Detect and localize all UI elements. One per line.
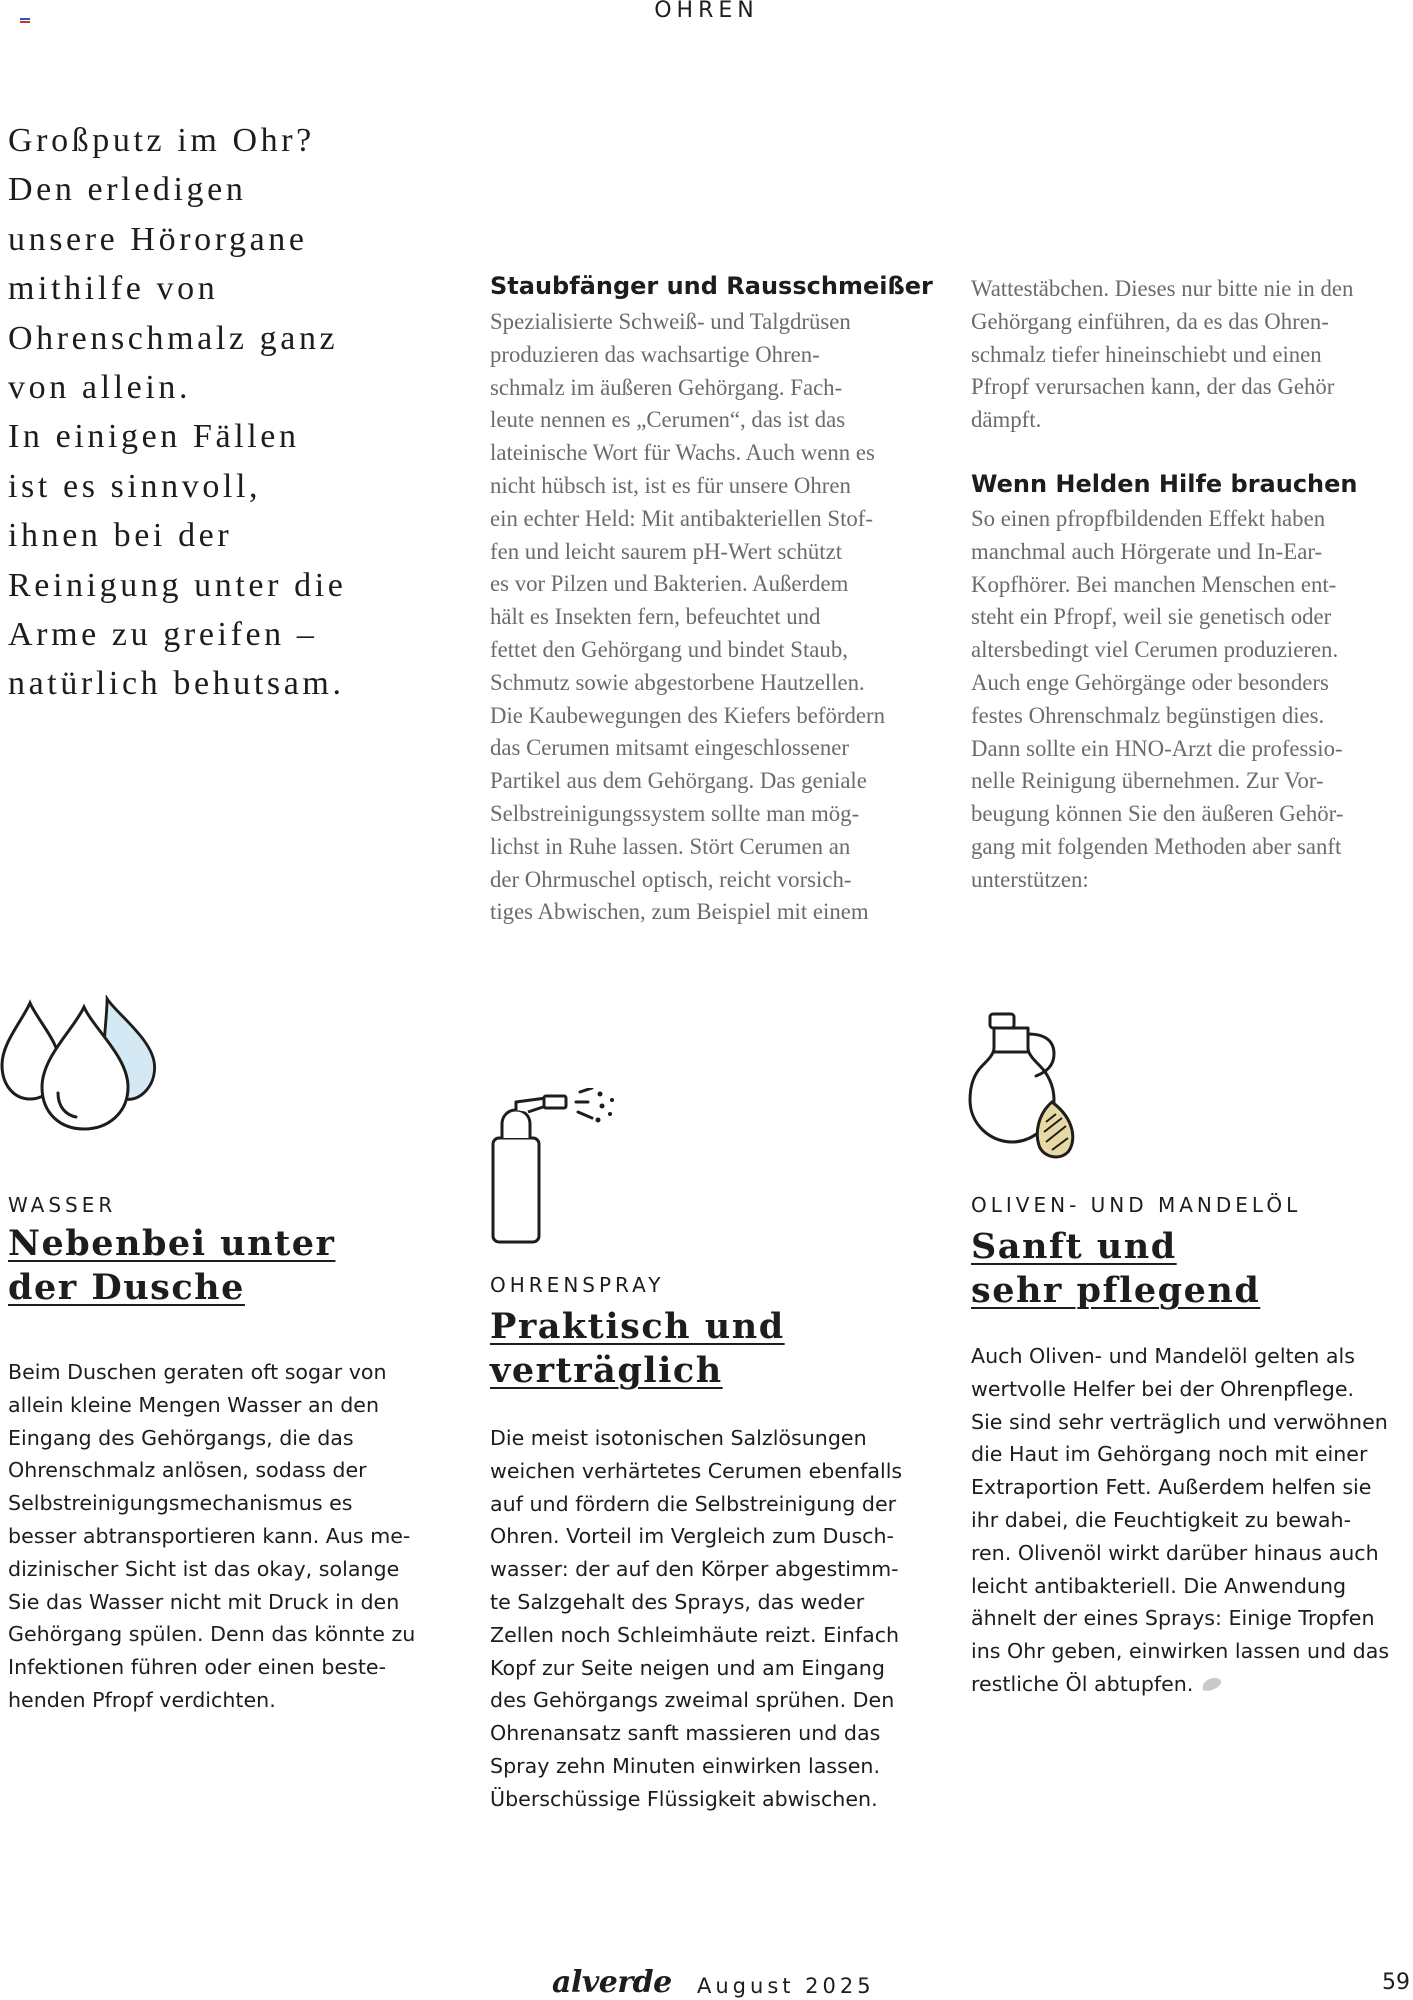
intro-line: Den erledigen	[8, 171, 247, 209]
intro-line: ihnen bei der	[8, 517, 233, 555]
title-line: Sanft und	[971, 1226, 1177, 1267]
ear-spray-icon	[488, 1088, 648, 1248]
text-line: Spezialisierte Schweiß- und Talgdrüsen	[490, 309, 851, 334]
body-line: besser abtransportieren kann. Aus me-	[8, 1523, 411, 1548]
title-line: Nebenbei unter	[8, 1223, 336, 1264]
intro-line: von allein.	[8, 369, 192, 407]
body-line: Infektionen führen oder einen beste-	[8, 1655, 387, 1680]
body-line: Zellen noch Schleimhäute reizt. Einfach	[490, 1622, 900, 1647]
body-line: ihr dabei, die Feuchtigkeit zu bewah-	[971, 1507, 1352, 1532]
column-a-text	[490, 306, 932, 929]
body-line: Sie das Wasser nicht mit Druck in den	[8, 1589, 400, 1614]
body-line: des Gehörgangs zweimal sprühen. Den	[490, 1688, 895, 1713]
body-line: wertvolle Helfer bei der Ohrenpflege.	[971, 1376, 1355, 1401]
section-label: OHREN	[654, 0, 759, 23]
body-line: auf und fördern die Selbstreinigung der	[490, 1491, 897, 1516]
text-line: fettet den Gehörgang und bindet Staub,	[490, 636, 848, 662]
body-line: allein kleine Mengen Wasser an den	[8, 1392, 380, 1417]
body-line: die Haut im Gehörgang noch mit einer	[971, 1442, 1368, 1467]
body-line: ins Ohr geben, einwirken lassen und das	[971, 1639, 1390, 1664]
text-line: das Cerumen mitsamt eingeschlossener	[490, 735, 849, 761]
body-line: te Salzgehalt des Sprays, das weder	[490, 1589, 865, 1614]
tip-spray-kicker: OHRENSPRAY	[490, 1273, 665, 1297]
text-line: unterstützen:	[971, 866, 1089, 892]
text-line: Gehörgang einführen, da es das Ohren-	[971, 308, 1329, 334]
tip-water-body	[8, 1356, 458, 1717]
title-line: der Dusche	[8, 1267, 245, 1308]
water-drops-icon	[0, 995, 175, 1135]
brand-logo: alverde	[552, 1965, 672, 2000]
text-line: Auch enge Gehörgänge oder besonders	[971, 669, 1329, 695]
body-line: ren. Olivenöl wirkt darüber hinaus auch	[971, 1540, 1379, 1565]
oil-jug-almond-icon	[968, 1010, 1088, 1160]
text-line: Die Kaubewegungen des Kiefers befördern	[490, 702, 885, 728]
end-mark-icon	[1199, 1676, 1223, 1694]
body-line: Ohrenansatz sanft massieren und das	[490, 1721, 881, 1746]
body-line: leicht antibakteriell. Die Anwendung	[971, 1573, 1347, 1598]
text-line: nelle Reinigung übernehmen. Zur Vor-	[971, 768, 1324, 794]
column-a-heading: Staubfänger und Rausschmeißer	[490, 272, 933, 300]
text-line: dämpft.	[971, 407, 1042, 433]
text-line: manchmal auch Hörgerate und In-Ear-	[971, 538, 1323, 564]
column-b-text-top	[971, 273, 1413, 437]
text-line: nicht hübsch ist, ist es für unsere Ohren	[490, 472, 851, 498]
title-line: Praktisch und	[490, 1306, 785, 1347]
text-line: hält es Insekten fern, befeuchtet und	[490, 604, 821, 630]
body-line: Sie sind sehr verträglich und verwöhnen	[971, 1409, 1388, 1434]
text-line: tiges Abwischen, zum Beispiel mit einem	[490, 899, 869, 925]
intro-line: ist es sinnvoll,	[8, 467, 262, 505]
body-last-text: restliche Öl abtupfen.	[971, 1671, 1194, 1696]
text-line: steht ein Pfropf, weil sie genetisch oder	[971, 604, 1332, 630]
column-b-heading: Wenn Helden Hilfe brauchen	[971, 470, 1358, 498]
text-line: leute nennen es „Cerumen“, das ist das	[490, 407, 846, 433]
intro-line: Großputz im Ohr?	[8, 122, 315, 159]
body-line: Extraportion Fett. Außerdem helfen sie	[971, 1475, 1372, 1500]
intro-text	[8, 116, 478, 709]
title-line: verträglich	[490, 1350, 723, 1391]
text-line: ein echter Held: Mit antibakteriellen Stof-	[490, 505, 873, 531]
text-line: gang mit folgenden Methoden aber sanft	[971, 833, 1342, 859]
tip-spray-title	[490, 1305, 785, 1393]
body-line: Eingang des Gehörgangs, die das	[8, 1425, 354, 1450]
text-line: Partikel aus dem Gehörgang. Das geniale	[490, 768, 867, 794]
text-line: Pfropf verursachen kann, der das Gehör	[971, 374, 1335, 400]
tip-water-kicker: WASSER	[8, 1193, 117, 1217]
body-line: ähnelt der eines Sprays: Einige Tropfen	[971, 1606, 1375, 1631]
page-number: 59	[1382, 1970, 1410, 1995]
body-line: Ohrenschmalz anlösen, sodass der	[8, 1458, 367, 1483]
body-line: Spray zehn Minuten einwirken lassen.	[490, 1753, 881, 1778]
body-line: Auch Oliven- und Mandelöl gelten als	[971, 1344, 1355, 1368]
tip-oil-body	[971, 1340, 1413, 1701]
text-line: lichst in Ruhe lassen. Stört Cerumen an	[490, 833, 851, 859]
tip-spray-body	[490, 1422, 950, 1816]
tip-water-title	[8, 1222, 335, 1310]
text-line: Dann sollte ein HNO-Arzt die professio-	[971, 735, 1343, 761]
text-line: produzieren das wachsartige Ohren-	[490, 341, 820, 367]
body-line: Kopf zur Seite neigen und am Eingang	[490, 1655, 885, 1680]
body-line: Überschüssige Flüssigkeit abwischen.	[490, 1786, 878, 1811]
text-line: Selbstreinigungssystem sollte man mög-	[490, 800, 860, 826]
text-line: beugung können Sie den äußeren Gehör-	[971, 801, 1344, 827]
body-line: henden Pfropf verdichten.	[8, 1687, 276, 1712]
body-line	[971, 1668, 1413, 1701]
text-line: So einen pfropfbildenden Effekt haben	[971, 506, 1326, 531]
body-line: weichen verhärtetes Cerumen ebenfalls	[490, 1458, 903, 1483]
body-line: Die meist isotonischen Salzlösungen	[490, 1426, 867, 1450]
text-line: Schmutz sowie abgestorbene Hautzellen.	[490, 669, 865, 695]
text-line: festes Ohrenschmalz begünstigen dies.	[971, 702, 1325, 728]
body-line: wasser: der auf den Körper abgestimm-	[490, 1557, 899, 1582]
intro-line: mithilfe von	[8, 270, 219, 308]
text-line: Wattestäbchen. Dieses nur bitte nie in den	[971, 276, 1354, 301]
tip-oil-kicker: OLIVEN- UND MANDELÖL	[971, 1193, 1302, 1217]
text-line: fen und leicht saurem pH-Wert schützt	[490, 538, 843, 564]
body-line: Gehörgang spülen. Denn das könnte zu	[8, 1622, 416, 1647]
intro-line: unsere Hörorgane	[8, 220, 308, 258]
body-line: Selbstreinigungsmechanismus es	[8, 1491, 353, 1516]
text-line: der Ohrmuschel optisch, reicht vorsich-	[490, 866, 852, 892]
text-line: schmalz im äußeren Gehörgang. Fach-	[490, 374, 843, 400]
title-line: sehr pflegend	[971, 1270, 1261, 1311]
intro-line: In einigen Fällen	[8, 418, 300, 456]
intro-line: Arme zu greifen –	[8, 616, 318, 654]
body-line: dizinischer Sicht ist das okay, solange	[8, 1556, 400, 1581]
intro-line: Ohrenschmalz ganz	[8, 319, 339, 357]
text-line: altersbedingt viel Cerumen produzieren.	[971, 637, 1339, 663]
tip-oil-title	[971, 1225, 1260, 1313]
issue-date: August 2025	[697, 1974, 875, 1998]
body-line: Beim Duschen geraten oft sogar von	[8, 1360, 387, 1384]
text-line: es vor Pilzen und Bakterien. Außerdem	[490, 571, 849, 597]
column-b-text-bottom	[971, 503, 1413, 897]
text-line: schmalz tiefer hineinschiebt und einen	[971, 341, 1322, 367]
text-line: lateinische Wort für Wachs. Auch wenn es	[490, 440, 875, 466]
text-line: Kopfhörer. Bei manchen Menschen ent-	[971, 571, 1337, 597]
intro-line: Reinigung unter die	[8, 566, 347, 604]
intro-line: natürlich behutsam.	[8, 665, 345, 703]
body-line: Ohren. Vorteil im Vergleich zum Dusch-	[490, 1524, 894, 1549]
